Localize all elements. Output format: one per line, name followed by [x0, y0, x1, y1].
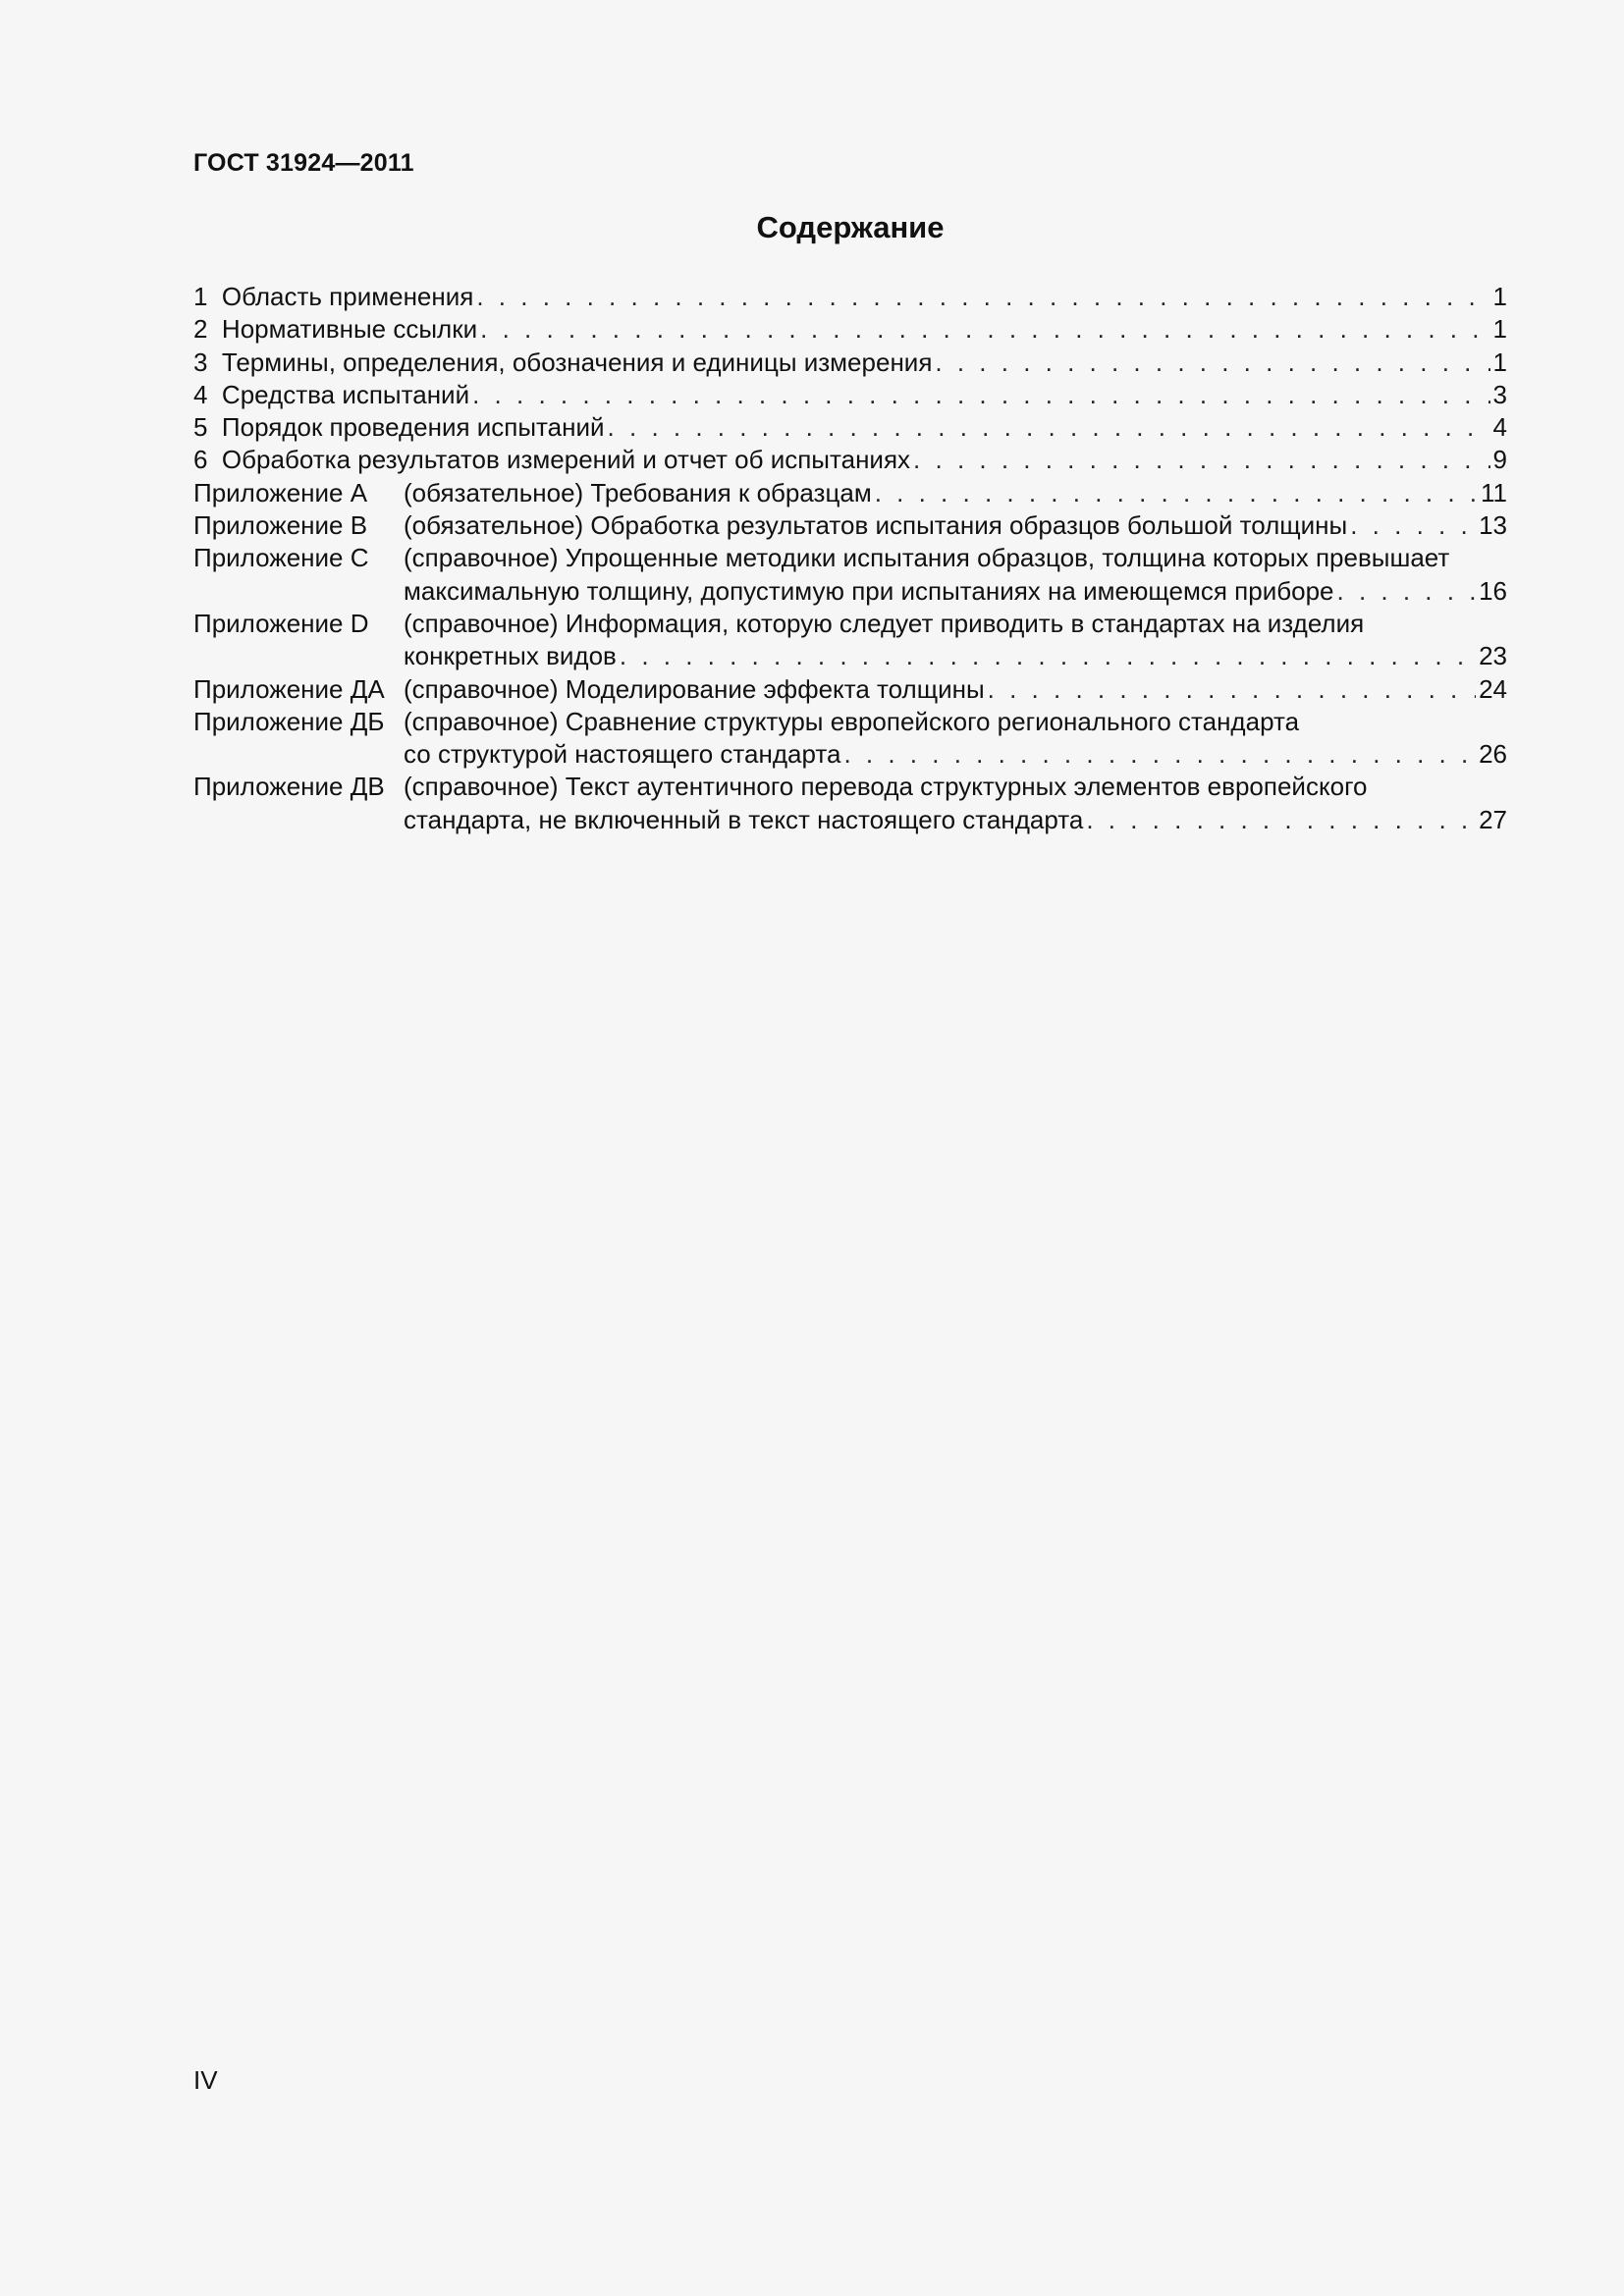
appendix-title: (справочное) Упрощенные методики испытания образцов, толщина которых превышает	[404, 543, 1450, 573]
dot-leader	[875, 477, 1478, 509]
toc-entry-section-2[interactable]	[193, 313, 1507, 346]
toc-entry-page: 1	[1492, 314, 1507, 345]
appendix-label: Приложение ДБ	[193, 706, 385, 736]
toc-entry-title: Средства испытаний	[221, 379, 470, 409]
dot-leader	[988, 673, 1476, 706]
toc-entry-number: 1	[193, 282, 208, 311]
toc-entry-page: 23	[1479, 641, 1507, 671]
toc-entry-page: 3	[1492, 379, 1507, 409]
toc-entry-page: 1	[1492, 347, 1507, 377]
appendix-label: Приложение D	[193, 608, 369, 638]
appendix-title-continued: максимальную толщину, допустимую при испытаниях на имеющемся приборе	[404, 575, 1334, 606]
appendix-title: (справочное) Текст аутентичного перевода структурных элементов европейского	[404, 772, 1368, 802]
toc-entry-page: 9	[1492, 445, 1507, 475]
toc-entry-appendix-dv[interactable]	[193, 771, 1507, 836]
toc-entry-number: 6	[193, 445, 208, 475]
appendix-title-continued: со структурой настоящего стандарта	[404, 739, 841, 770]
toc-entry-appendix-da[interactable]	[193, 673, 1507, 706]
dot-leader	[472, 379, 1489, 411]
toc-entry-appendix-d[interactable]	[193, 608, 1507, 673]
toc-entry-page: 16	[1479, 575, 1507, 606]
toc-entry-appendix-db[interactable]	[193, 706, 1507, 772]
appendix-label: Приложение В	[193, 510, 368, 541]
toc-entry-title: Порядок проведения испытаний	[221, 412, 605, 443]
appendix-title-continued: стандарта, не включенный в текст настоящего стандарта	[404, 804, 1084, 834]
toc-entry-appendix-a[interactable]	[193, 477, 1507, 509]
toc-title: Содержание	[756, 210, 945, 244]
appendix-title-continued: конкретных видов	[404, 641, 617, 671]
appendix-label: Приложение ДА	[193, 673, 385, 704]
appendix-label: Приложение А	[193, 477, 368, 507]
toc-entry-number: 4	[193, 379, 208, 409]
toc-entry-page: 1	[1492, 282, 1507, 311]
dot-leader	[1350, 509, 1476, 542]
toc-entry-section-5[interactable]	[193, 411, 1507, 444]
toc-entry-page: 11	[1481, 477, 1507, 507]
appendix-label: Приложение ДВ	[193, 772, 385, 802]
dot-leader	[608, 411, 1490, 444]
appendix-title: (обязательное) Требования к образцам	[404, 477, 872, 507]
toc-entry-title: Обработка результатов измерений и отчет об испытаниях	[221, 445, 911, 475]
toc-entry-section-6[interactable]	[193, 444, 1507, 476]
dot-leader	[843, 738, 1476, 771]
dot-leader	[1337, 575, 1477, 608]
appendix-title: (обязательное) Обработка результатов испытания образцов большой толщины	[404, 510, 1348, 541]
dot-leader	[935, 347, 1489, 379]
dot-leader	[1086, 804, 1476, 836]
appendix-title: (справочное) Информация, которую следует приводить в стандартах на изделия	[404, 608, 1365, 638]
toc-entry-section-4[interactable]	[193, 379, 1507, 411]
toc-entry-section-1[interactable]	[193, 281, 1507, 313]
toc-entry-page: 4	[1492, 412, 1507, 443]
toc-entry-appendix-b[interactable]	[193, 509, 1507, 542]
toc-entry-page: 24	[1479, 673, 1507, 704]
toc-entry-section-3[interactable]	[193, 347, 1507, 379]
appendix-label: Приложение С	[193, 543, 369, 573]
toc-entry-page: 27	[1479, 804, 1507, 834]
dot-leader	[620, 640, 1476, 672]
dot-leader	[480, 313, 1489, 346]
toc-entry-number: 2	[193, 314, 208, 345]
table-of-contents	[193, 281, 1507, 836]
document-id: ГОСТ 31924—2011	[193, 149, 414, 177]
toc-entry-title: Нормативные ссылки	[221, 314, 478, 345]
appendix-title: (справочное) Сравнение структуры европейского регионального стандарта	[404, 706, 1300, 736]
dot-leader	[913, 444, 1489, 476]
appendix-title: (справочное) Моделирование эффекта толщины	[404, 673, 985, 704]
toc-entry-title: Область применения	[221, 282, 474, 311]
toc-entry-title: Термины, определения, обозначения и единицы измерения	[221, 347, 933, 377]
toc-entry-number: 3	[193, 347, 208, 377]
toc-entry-page: 13	[1479, 510, 1507, 541]
dot-leader	[476, 281, 1489, 313]
toc-entry-page: 26	[1479, 739, 1507, 770]
toc-entry-number: 5	[193, 412, 208, 443]
page-number: IV	[193, 2065, 218, 2095]
toc-entry-appendix-c[interactable]	[193, 542, 1507, 608]
